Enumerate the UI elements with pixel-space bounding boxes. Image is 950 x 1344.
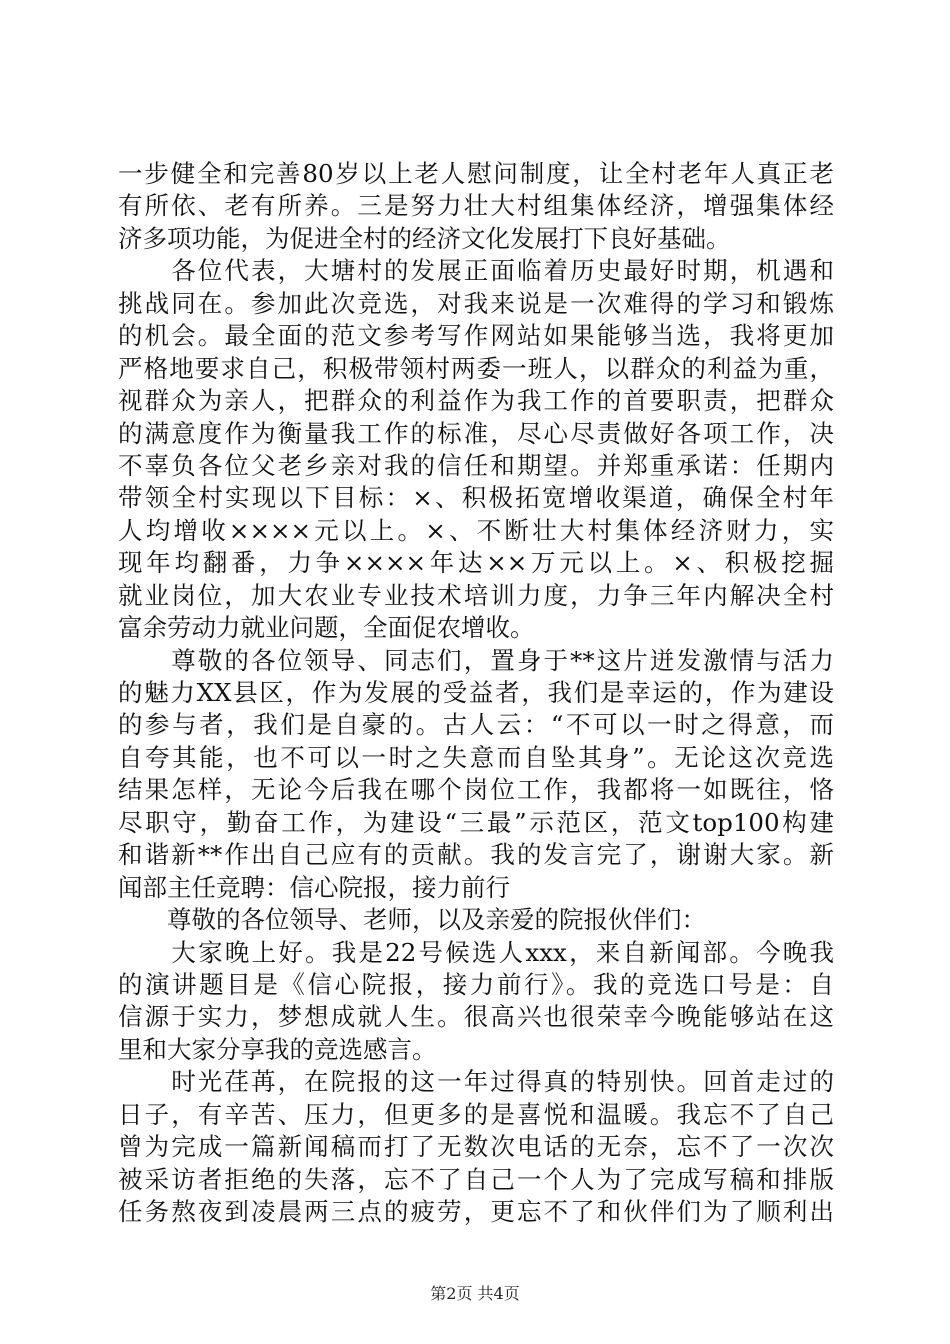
text-line: 日子，有辛苦、压力，但更多的是喜悦和温暖。我忘不了自己	[118, 1099, 834, 1129]
text-line: 被采访者拒绝的失落，忘不了自己一个人为了完成写稿和排版	[118, 1164, 834, 1194]
text-line: 有所依、老有所养。三是努力壮大村组集体经济，增强集体经	[118, 191, 834, 221]
document-body	[118, 158, 834, 1228]
text-line: 里和大家分享我的竞选感言。	[118, 1034, 437, 1064]
text-line: 的满意度作为衡量我工作的标准，尽心尽责做好各项工作，决	[118, 418, 834, 448]
text-line: 一步健全和完善80岁以上老人慰问制度，让全村老年人真正老	[118, 159, 834, 188]
text-line: 严格地要求自己，积极带领村两委一班人，以群众的利益为重，	[118, 353, 834, 383]
text-line: 闻部主任竞聘：信心院报，接力前行	[118, 872, 510, 902]
text-line: 人均增收××××元以上。×、不断壮大村集体经济财力，实	[118, 515, 834, 545]
text-line: 的机会。最全面的范文参考写作网站如果能够当选，我将更加	[118, 321, 834, 351]
text-line: 各位代表，大塘村的发展正面临着历史最好时期，机遇和	[118, 256, 834, 286]
text-line: 的演讲题目是《信心院报，接力前行》。我的竞选口号是：自	[118, 969, 834, 999]
text-line: 大家晚上好。我是22号候选人xxx，来自新闻部。今晚我	[118, 937, 834, 967]
text-line: 结果怎样，无论今后我在哪个岗位工作，我都将一如既往，恪	[118, 775, 834, 805]
text-line: 不辜负各位父老乡亲对我的信任和期望。并郑重承诺：任期内	[118, 450, 834, 480]
text-line: 富余劳动力就业问题，全面促农增收。	[118, 613, 535, 643]
text-line: 就业岗位，加大农业专业技术培训力度，力争三年内解决全村	[118, 580, 834, 610]
page-footer: 第2页 共4页	[430, 1284, 520, 1303]
text-line: 任务熬夜到凌晨两三点的疲劳，更忘不了和伙伴们为了顺利出	[118, 1197, 834, 1226]
text-line: 尊敬的各位领导、老师，以及亲爱的院报伙伴们：	[118, 905, 706, 935]
text-line: 的魅力XX县区，作为发展的受益者，我们是幸运的，作为建设	[118, 678, 834, 707]
text-line: 曾为完成一篇新闻稿而打了无数次电话的无奈，忘不了一次次	[118, 1132, 834, 1162]
text-line: 带领全村实现以下目标：×、积极拓宽增收渠道，确保全村年	[118, 483, 834, 513]
text-line: 济多项功能，为促进全村的经济文化发展打下良好基础。	[118, 223, 731, 253]
text-line: 尊敬的各位领导、同志们，置身于**这片迸发激情与活力	[118, 645, 834, 675]
text-line: 视群众为亲人，把群众的利益作为我工作的首要职责，把群众	[118, 386, 834, 416]
text-line: 尽职守，勤奋工作，为建设“三最”示范区，范文top100构建	[118, 807, 834, 837]
text-line: 现年均翻番，力争××××年达××万元以上。×、积极挖掘	[118, 548, 834, 578]
text-line: 时光荏苒，在院报的这一年过得真的特别快。回首走过的	[118, 1067, 834, 1097]
text-line: 挑战同在。参加此次竞选，对我来说是一次难得的学习和锻炼	[118, 288, 834, 318]
text-line: 的参与者，我们是自豪的。古人云：“不可以一时之得意，而	[118, 710, 834, 740]
text-line: 和谐新**作出自己应有的贡献。我的发言完了，谢谢大家。新	[118, 840, 834, 870]
text-line: 信源于实力，梦想成就人生。很高兴也很荣幸今晚能够站在这	[118, 1002, 834, 1032]
text-line: 自夸其能，也不可以一时之失意而自坠其身”。无论这次竞选	[118, 742, 834, 772]
